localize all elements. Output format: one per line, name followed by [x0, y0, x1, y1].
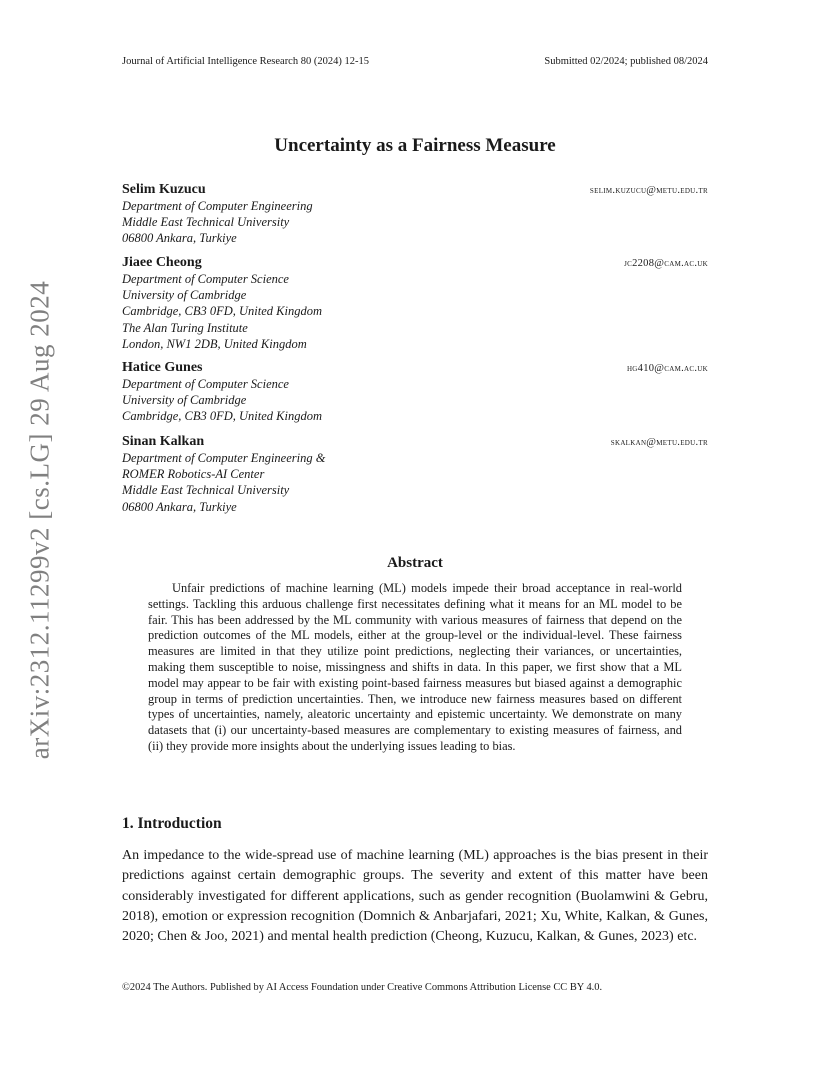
author-affiliation-line: ROMER Robotics-AI Center	[122, 467, 265, 482]
arxiv-identifier	[20, 280, 60, 760]
section-heading: 1. Introduction	[122, 815, 222, 832]
abstract-text: Unfair predictions of machine learning (ML) models impede their broad acceptance in real-world settings. Tackling this arduous challenge first necessitates defining what it means for an ML model to be fair. This has been addressed by the ML community with various measures of fairness that depend on the prediction outcomes of the ML models, either at the group-level or the individual-level. These fairness measures are limited in that they utilize point predictions, neglecting their variances, or uncertainties, making them susceptible to noise, missingness and shifts in data. In this paper, we first show that a ML model may appear to be fair with existing point-based fairness measures but biased against a demographic group in terms of prediction uncertainties. Then, we introduce new fairness measures based on different types of uncertainties, namely, aleatoric uncertainty and epistemic uncertainty. We demonstrate on many datasets that (i) our uncertainty-based measures are complementary to existing measures of fairness, and (ii) they provide more insights about the underlying issues leading to bias.	[148, 581, 682, 753]
author-affiliation-line: Cambridge, CB3 0FD, United Kingdom	[122, 304, 322, 319]
author-name: Jiaee Cheong	[122, 255, 202, 270]
author-block	[122, 255, 708, 352]
author-block	[122, 360, 708, 425]
author-email[interactable]: skalkan@metu.edu.tr	[610, 437, 708, 448]
author-affiliation-line: 06800 Ankara, Turkiye	[122, 231, 237, 246]
running-header	[122, 56, 708, 67]
author-affiliation-line: Department of Computer Science	[122, 377, 289, 391]
journal-citation: Journal of Artificial Intelligence Research 80 (2024) 12-15	[122, 56, 369, 67]
author-name: Hatice Gunes	[122, 360, 203, 375]
author-affiliation-line: Cambridge, CB3 0FD, United Kingdom	[122, 409, 322, 424]
author-name: Sinan Kalkan	[122, 434, 205, 449]
author-block	[122, 434, 708, 515]
abstract-heading: Abstract	[387, 555, 443, 571]
submission-dates: Submitted 02/2024; published 08/2024	[544, 56, 708, 67]
author-affiliation-line: 06800 Ankara, Turkiye	[122, 499, 237, 514]
author-email[interactable]: hg410@cam.ac.uk	[626, 363, 708, 374]
author-affiliation-line: London, NW1 2DB, United Kingdom	[122, 336, 307, 351]
author-block	[122, 182, 708, 247]
paper-title: Uncertainty as a Fairness Measure	[274, 135, 556, 156]
author-name: Selim Kuzucu	[122, 182, 206, 197]
author-affiliation-line: Department of Computer Engineering &	[122, 451, 326, 465]
author-email[interactable]: jc2208@cam.ac.uk	[624, 258, 708, 269]
author-affiliation-line: University of Cambridge	[122, 393, 247, 408]
author-affiliation-line: The Alan Turing Institute	[122, 320, 248, 335]
author-affiliation-line: Middle East Technical University	[122, 215, 290, 230]
author-affiliation-line: Middle East Technical University	[122, 483, 290, 498]
author-email[interactable]: selim.kuzucu@metu.edu.tr	[589, 185, 708, 196]
copyright-footer: ©2024 The Authors. Published by AI Access Foundation under Creative Commons Attribution License CC BY 4.0.	[122, 982, 603, 993]
section-paragraph: An impedance to the wide-spread use of machine learning (ML) approaches is the bias present in their predictions against certain demographic groups. The severity and extent of this matter have been considerably investigated for different applications, such as gender recognition (Buolamwini & Gebru, 2018), emotion or expression recognition (Domnich & Anbarjafari, 2021; Xu, White, Kalkan, & Gunes, 2020; Chen & Joo, 2021) and mental health prediction (Cheong, Kuzucu, Kalkan, & Gunes, 2023) etc.	[122, 848, 708, 945]
author-affiliation-line: University of Cambridge	[122, 288, 247, 303]
arxiv-identifier-text: arXiv:2312.11299v2 [cs.LG] 29 Aug 2024	[24, 280, 55, 760]
author-affiliation-line: Department of Computer Engineering	[122, 199, 313, 213]
author-affiliation-line: Department of Computer Science	[122, 272, 289, 286]
